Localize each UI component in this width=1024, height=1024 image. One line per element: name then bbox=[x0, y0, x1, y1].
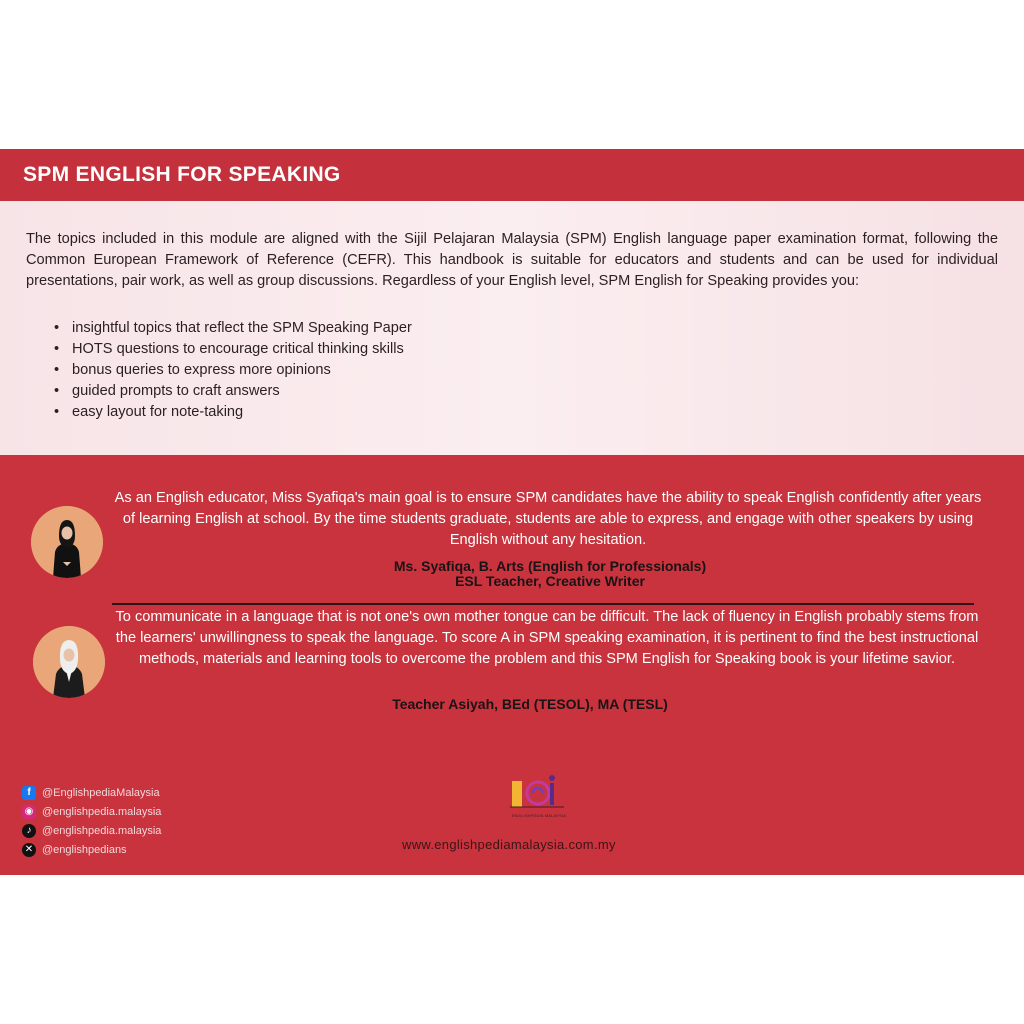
social-handle: @englishpedia.malaysia bbox=[42, 824, 162, 837]
x-icon: ✕ bbox=[22, 843, 36, 857]
social-handle: @englishpedians bbox=[42, 843, 127, 856]
person-icon bbox=[31, 506, 103, 578]
facebook-icon: f bbox=[22, 786, 36, 800]
intro-panel bbox=[0, 201, 1024, 455]
testimonial-role-1: ESL Teacher, Creative Writer bbox=[455, 573, 645, 589]
book-back-cover bbox=[0, 149, 1024, 875]
logo-caption: ENGLISHPEDIA MALAYSIA bbox=[511, 813, 567, 818]
social-instagram[interactable] bbox=[22, 802, 161, 821]
social-tiktok[interactable] bbox=[22, 821, 161, 840]
testimonial-quote-1: As an English educator, Miss Syafiqa's main goal is to ensure SPM candidates have the ability to speak English confidently after years of learning English at school. By the time students graduate, students are able to express, and engage with other speakers by using English without any hesitation. bbox=[114, 490, 982, 548]
website-link[interactable]: www.englishpediamalaysia.com.my bbox=[402, 837, 616, 852]
social-handle: @englishpedia.malaysia bbox=[42, 805, 162, 818]
list-item: • easy layout for note-taking bbox=[54, 402, 412, 423]
divider bbox=[112, 603, 974, 605]
person-icon bbox=[33, 626, 105, 698]
testimonial-quote-2: To communicate in a language that is not one's own mother tongue can be difficult. The lack of fluency in English probably stems from the learners' unwillingness to speak the language. To score A in SPM speaking examination, it is pertinent to find the best instructional methods, materials and learning tools to overcome the problem and this SPM English for Speaking book is your lifetime savior. bbox=[115, 609, 979, 667]
testimonial-name-1: Ms. Syafiqa, B. Arts (English for Professionals) bbox=[393, 558, 707, 574]
page-title: SPM ENGLISH FOR SPEAKING bbox=[23, 163, 341, 186]
list-item: • guided prompts to craft answers bbox=[54, 381, 412, 402]
social-x[interactable] bbox=[22, 840, 161, 859]
intro-paragraph: The topics included in this module are aligned with the Sijil Pelajaran Malaysia (SPM) English language paper examination format, following the Common European Framework of Reference (CEFR). This handbook is suitable for educators and students and can be used for individual presentations, pair work, as well as group discussions. Regardless of your English level, SPM English for Speaking provides you: bbox=[26, 231, 998, 289]
list-item: • HOTS questions to encourage critical thinking skills bbox=[54, 339, 412, 360]
header-bar bbox=[0, 149, 1024, 201]
social-handle: @EnglishpediaMalaysia bbox=[42, 786, 160, 799]
avatar-syafiqa bbox=[31, 506, 103, 578]
tiktok-icon: ♪ bbox=[22, 824, 36, 838]
social-facebook[interactable] bbox=[22, 783, 161, 802]
list-item: • insightful topics that reflect the SPM Speaking Paper bbox=[54, 318, 412, 339]
feature-list bbox=[54, 318, 412, 423]
instagram-icon: ◉ bbox=[22, 805, 36, 819]
list-item: • bonus queries to express more opinions bbox=[54, 360, 412, 381]
publisher-logo bbox=[502, 767, 576, 817]
social-links bbox=[22, 783, 161, 859]
avatar-asiyah bbox=[33, 626, 105, 698]
testimonial-name-2: Teacher Asiyah, BEd (TESOL), MA (TESL) bbox=[392, 696, 668, 712]
